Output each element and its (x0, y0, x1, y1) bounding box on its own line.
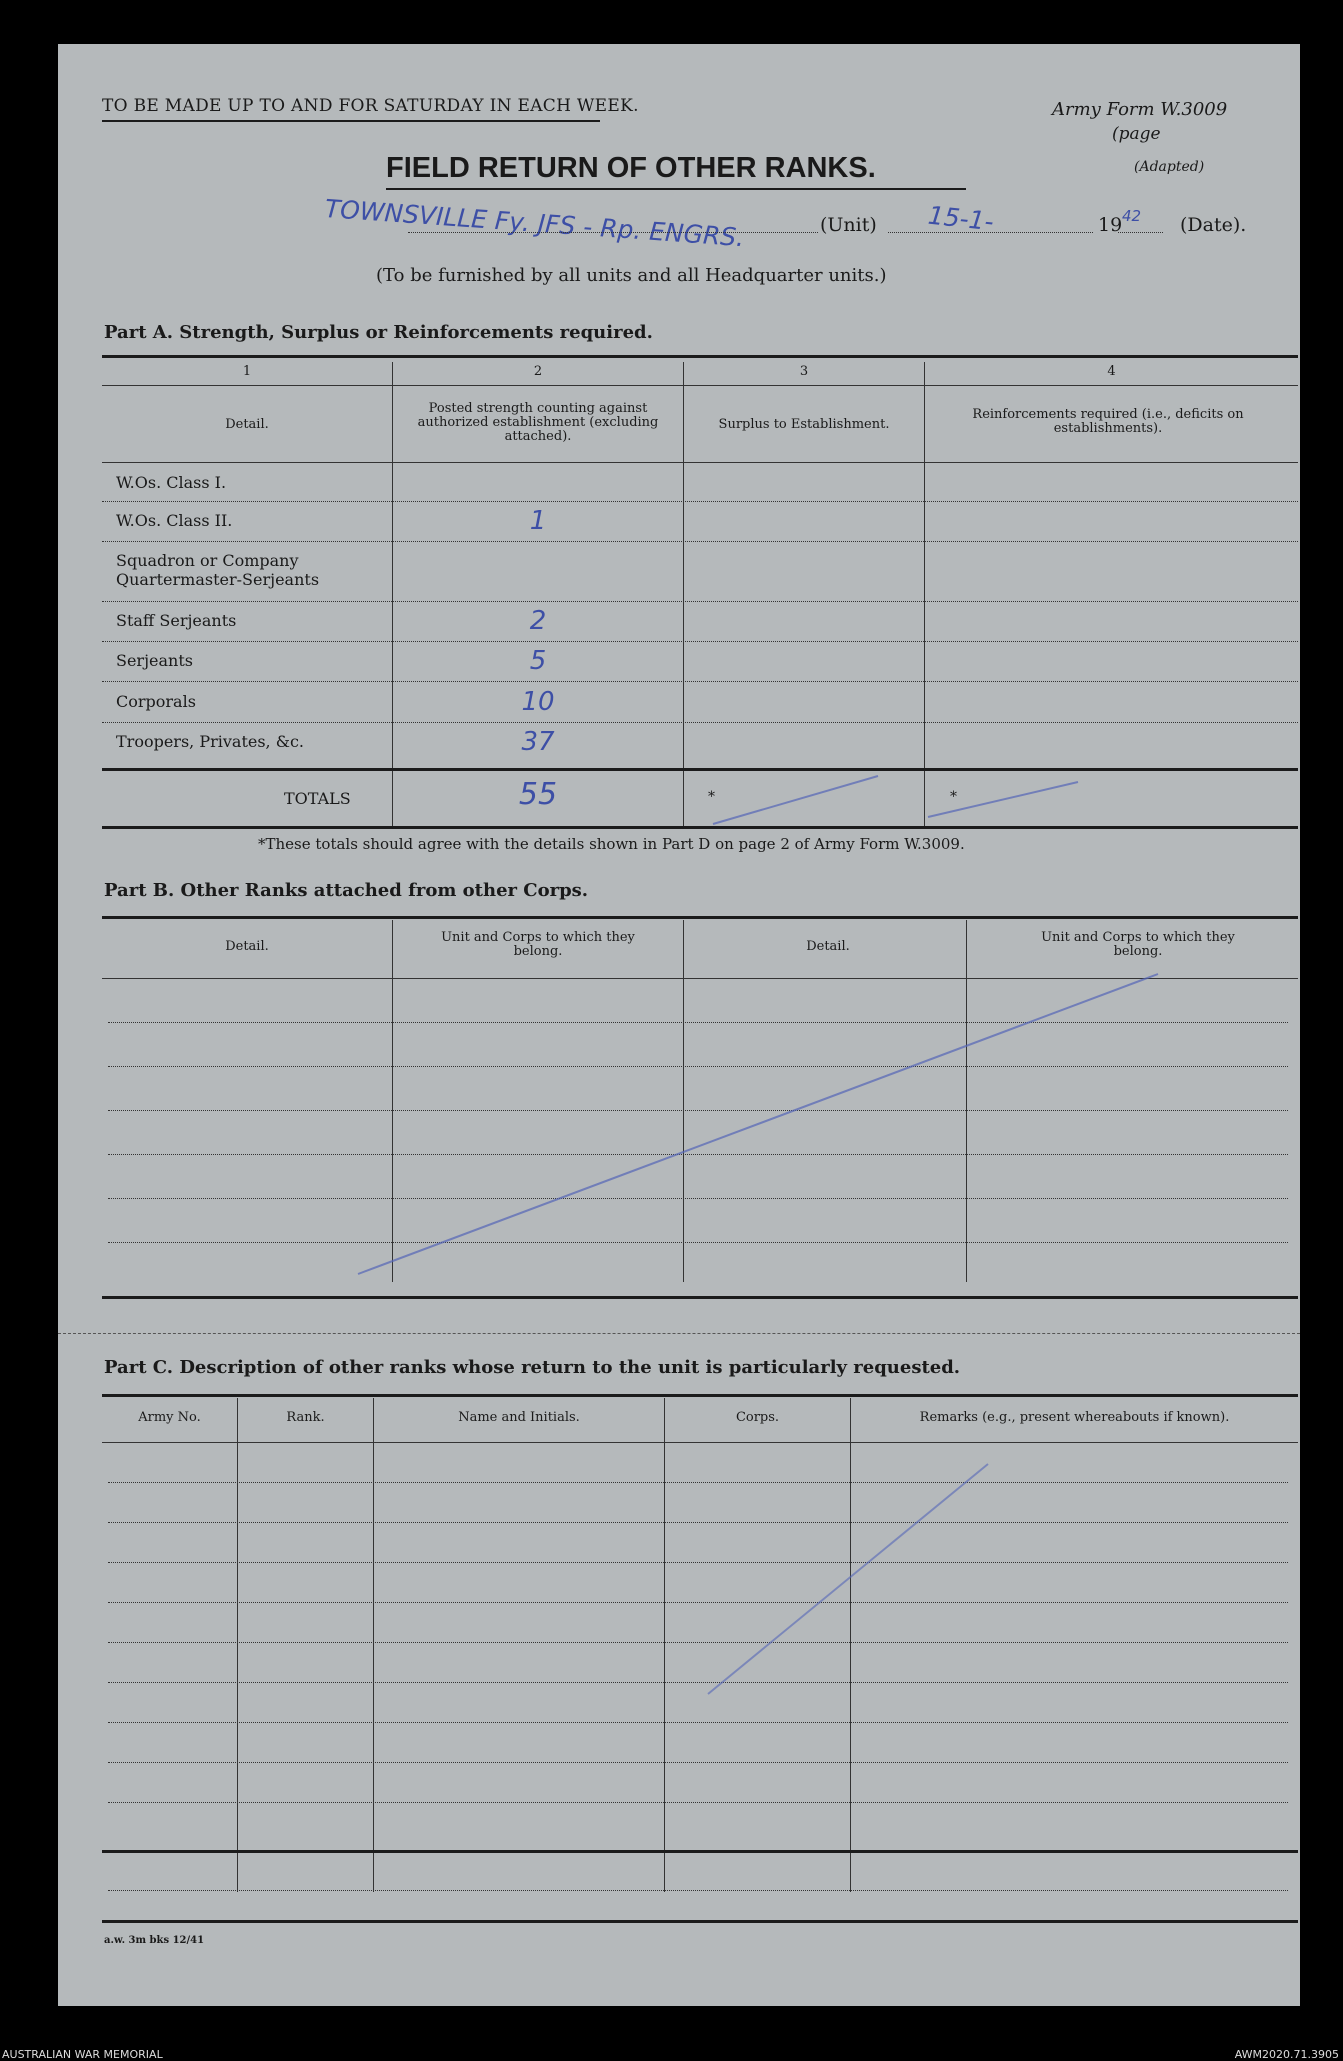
row-value-corporals: 10 (521, 687, 555, 717)
footer-institution: AUSTRALIAN WAR MEMORIAL (2, 2048, 163, 2061)
handwritten-year: 42 (1122, 207, 1142, 225)
form-paper (58, 44, 1300, 2006)
row-value-serjeants: 5 (529, 646, 547, 676)
col-2-number: 2 (533, 364, 543, 379)
part-c-name-header: Name and Initials. (458, 1410, 580, 1425)
col-1-header: Detail. (225, 417, 269, 432)
unit-label: (Unit) (820, 214, 877, 236)
part-b-detail-header-2: Detail. (806, 939, 850, 954)
totals-note: *These totals should agree with the details shown in Part D on page 2 of Army Form W.3009. (258, 835, 965, 853)
col-3-number: 3 (799, 364, 809, 379)
handwritten-date: 15-1- (926, 200, 996, 237)
cancellation-strokes (58, 44, 1300, 2006)
subtitle: (To be furnished by all units and all Headquarter units.) (376, 265, 887, 286)
col-3-header: Surplus to Establishment. (718, 417, 890, 432)
col-4-number: 4 (1107, 364, 1116, 379)
row-value-staff-serjeants: 2 (529, 606, 547, 636)
part-c-rank-header: Rank. (286, 1410, 325, 1425)
adapted-note: (Adapted) (1134, 159, 1205, 175)
col-1-number: 1 (242, 364, 252, 379)
row-value-privates: 37 (521, 727, 555, 757)
part-b-unit-header-2: Unit and Corps to which they belong. (1041, 930, 1235, 959)
row-detail-cqms: Squadron or Company Quartermaster-Serjeants (116, 551, 320, 589)
instruction-text: TO BE MADE UP TO AND FOR SATURDAY IN EACH WEEK. (102, 96, 639, 116)
row-detail-staff-serjeants: Staff Serjeants (116, 611, 237, 630)
part-b-unit-header-1: Unit and Corps to which they belong. (441, 930, 635, 959)
form-page: (page (1112, 124, 1161, 144)
row-detail-serjeants: Serjeants (116, 651, 193, 670)
col-4-header: Reinforcements required (i.e., deficits on establishments). (972, 407, 1244, 436)
surplus-asterisk: * (708, 789, 715, 805)
reinforcement-asterisk: * (950, 789, 957, 805)
totals-value: 55 (518, 777, 558, 812)
col-2-header: Posted strength counting against authorized establishment (excluding attached). (417, 401, 659, 444)
row-detail-privates: Troopers, Privates, &c. (116, 732, 305, 751)
part-c-remarks-header: Remarks (e.g., present whereabouts if known). (919, 1410, 1230, 1425)
row-detail-corporals: Corporals (116, 692, 196, 711)
part-b-detail-header-1: Detail. (225, 939, 269, 954)
date-label: (Date). (1180, 214, 1247, 236)
totals-label: TOTALS (284, 789, 351, 808)
form-title: FIELD RETURN OF OTHER RANKS. (386, 152, 876, 184)
row-value-wo2: 1 (529, 506, 547, 536)
part-a-heading: Part A. Strength, Surplus or Reinforcements required. (104, 322, 653, 343)
row-detail-wo2: W.Os. Class II. (116, 511, 233, 530)
row-detail-wo1: W.Os. Class I. (116, 473, 227, 492)
part-c-corps-header: Corps. (735, 1410, 780, 1425)
form-number: Army Form W.3009 (1052, 99, 1228, 120)
date-prefix: 19 (1098, 214, 1123, 236)
print-code: a.w. 3m bks 12/41 (104, 1935, 205, 1946)
part-c-army-no-header: Army No. (138, 1410, 201, 1425)
part-b-heading: Part B. Other Ranks attached from other Corps. (104, 880, 589, 901)
handwritten-unit: TOWNSVILLE Fy. JFS - Rp. ENGRS. (323, 194, 746, 253)
part-c-heading: Part C. Description of other ranks whose return to the unit is particularly requested. (104, 1357, 961, 1378)
footer-accession: AWM2020.71.3905 (1234, 2048, 1339, 2061)
